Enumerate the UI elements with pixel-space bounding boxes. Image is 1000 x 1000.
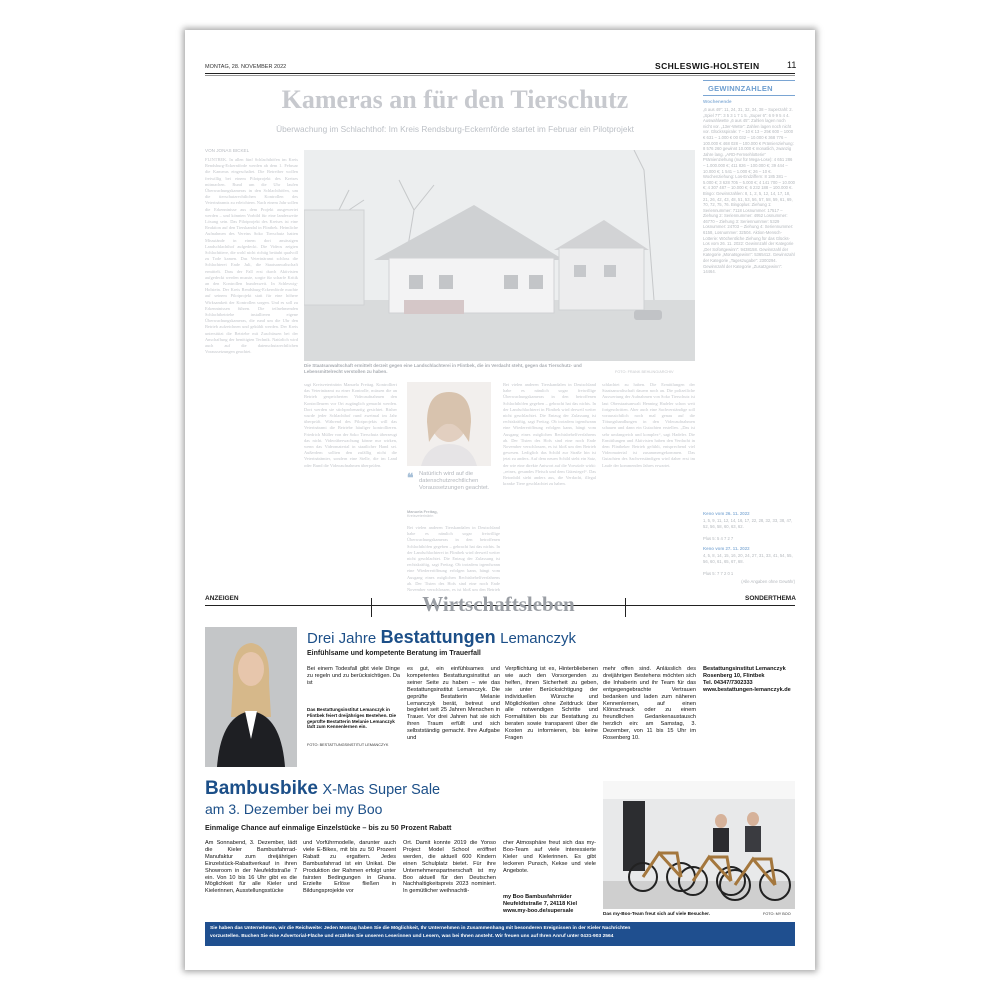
issue-date: MONTAG, 28. NOVEMBER 2022 (205, 64, 287, 70)
ad2-contact-web[interactable]: www.my-boo.de/supersale (503, 907, 574, 914)
ad1-contact-web[interactable]: www.bestattungen-lemanczyk.de (703, 686, 791, 693)
ad1-contact-street: Rosenberg 10, Flintbek (703, 672, 765, 679)
ad1-photo-caption: Das Bestattungsinstitut Lemanczyk in Flintbek feiert dreijähriges Bestehen. Die geprüfte Bestatterin Melanie Lemanczyk lädt zum Kennenlernen ein. (307, 707, 397, 730)
ad1-title (307, 627, 576, 648)
keno1-plus: Plus 5: 5 4 7 2 7 (703, 536, 734, 541)
special-topic-label: SONDERTHEMA (745, 595, 796, 602)
ad2-contact-name: my Boo Bambusfahrräder (503, 894, 572, 900)
ad1-column-2: es gut, ein einfühlsames und kompetentes Bestattungsinstitut an seiner Seite zu haben – wie das Bestattungsinstitut Lemanczyk. Die geprüfte Bestatterin Melanie Lemanczyk berät, betreut und begleitet seit 25 Jahren Menschen in Trauer. Vor drei Jahren hat sie sich ihren Traum erfüllt und sich selbstständig gemacht. Ihre Aufgabe und (407, 666, 500, 742)
bike-shop-photo (603, 781, 795, 909)
ad2-subtitle: Einmalige Chance auf einmalige Einzelstücke – bis zu 50 Prozent Rabatt (205, 823, 452, 832)
pull-quote: Natürlich wird auf die datenschutzrechtlichen Voraussetzungen geachtet. (419, 471, 490, 492)
lotto-note: (Alle Angaben ohne Gewähr) (741, 579, 795, 584)
advertorial-footer-banner (205, 922, 795, 946)
lotto-heading: GEWINNZAHLEN (708, 84, 773, 93)
lotto-sub: Wochenende (703, 99, 732, 104)
slaughterhouse-photo (304, 150, 695, 361)
ad2-contact (503, 894, 603, 915)
bikes-illustration (603, 781, 795, 909)
ad1-contact-name: Bestattungsinstitut Lemanczyk (703, 666, 786, 672)
article-column-1: FLINTBEK. In allen fünf Schlachthöfen im Kreis Rendsburg-Eckernförde werden ab dem 1. Februar die Kameras eingeschaltet. Die Betreiber wollen freiwillig bei einem Pilotprojekt des Kreises mitmachen. Rund um die Uhr laufen Überwachungskameras in den Schlachthöfen, um die tierschutzrechtlichen Kontrollen des Veterinäramts zu erleichtern. Nach einem Jahr sollen die Erkenntnisse aus dem Projekt ausgewertet werden – und könnten Vorbild für eine landesweite Lösung sein. Das Pilotprojekt des Kreises ist eine Reaktion auf den Tierskandal in Flintbek. Heimliche Aufnahmen des Vereins Soko Tierschutz hatten Missstände in einem dort ansässigen Landschlachthof aufgedeckt. Die Videos zeigten Schlachttiere, die wohl nicht richtig betäubt qualvoll zu Tode kamen. Das Veterinäramt schloss die Schlachterei Ende Juli, die Staatsanwaltschaft ermittelt. Dass der Fall erst durch Aktivisten aufgedeckt werden musste, sorgte für scharfe Kritik an den Kontrollen bundesweit. In Schleswig-Holstein. Der Kreis Rendsburg-Eckernförde machte auf seinem Pilotprojekt statt für eine höhere Wirksamkeit der Kontrollen sorgen. Und es soll zu Erkenntnissen führen. Die teilnehmenden Schlachtbetriebe installieren eigene Überwachungskameras, die rund um die Uhr den Betrieb aufzeichnen und gekühlt werden. Der Kreis unterstützt die Betriebe mit Zuschüssen bei der Anschaffung der benötigten Technik. Natürlich wird auch auf die datenschutzrechtlichen Voraussetzungen geachtet. (205, 157, 298, 355)
ad2-title (205, 778, 440, 800)
funeral-portrait (205, 627, 297, 767)
keno1-numbers: 1, 5, 9, 11, 12, 14, 16, 17, 22, 28, 32, 33, 38, 47, 52, 56, 58, 60, 63, 62. (703, 518, 793, 529)
quote-mark-icon: ❝ (407, 471, 414, 485)
section-banner-title: Wirtschaftsleben (422, 592, 575, 616)
ad2-title-b: X-Mas Super Sale (322, 782, 441, 798)
woman-portrait (205, 627, 297, 767)
footer-line-2: vorzustellen. Buchen Sie eine Advertorial-Fläche und erzählen Sie unseren Leserinnen und Lesern, was bei Ihnen ansteht. Wir freuen uns auf Ihren Anruf unter 0431-903 2564 (210, 933, 614, 939)
ads-label: ANZEIGEN (205, 595, 239, 602)
ad2-contact-street: Neufeldtstraße 7, 24118 Kiel (503, 900, 577, 907)
ad2-column-1: Am Sonnabend, 3. Dezember, lädt die Kieler Bambusfahrrad-Manufaktur zum dreijährigen Einzelstück-Rabattverkauf in ihren Showroom in der Neufeldtstraße 7 ein. Von 10 bis 16 Uhr gibt es die Möglichkeit für alle Kieler und Kielerinnen, Ausstellungsstücke (205, 840, 297, 895)
keno1-title: Keno vom 26. 11. 2022 (703, 511, 750, 516)
keno2-title: Keno vom 27. 11. 2022 (703, 546, 750, 551)
photo-caption: Die Staatsanwaltschaft ermittelt derzeit gegen eine Landschlachterei in Flintbek, die im Verdacht steht, gegen das Tierschutz- und Lebensmittelrecht verstoßen zu haben. (304, 363, 582, 374)
ad1-contact (703, 666, 795, 694)
ad1-title-b: Bestattungen (380, 627, 496, 647)
section-title: SCHLESWIG-HOLSTEIN (655, 61, 760, 71)
ad1-subtitle: Einfühlsame und kompetente Beratung im Trauerfall (307, 650, 481, 657)
ad2-title-c: am 3. Dezember bei my Boo (205, 801, 383, 817)
quote-author: Manuela Freitag, (407, 509, 438, 514)
ad1-photo-credit: FOTO: BESTATTUNGSINSTITUT LEMANCZYK (307, 743, 389, 747)
article-subheadline: Überwachung im Schlachthof: Im Kreis Rendsburg-Eckernförde startet im Februar ein Pilotprojekt (276, 124, 634, 134)
header-rule-thin (205, 75, 795, 76)
ad1-intro: Bei einem Todesfall gibt viele Dinge zu regeln und zu berücksichtigen. Da ist (307, 666, 400, 686)
article-byline: VON JONAS BICKEL (205, 148, 250, 153)
ad2-photo-caption: Das my-Boo-Team freut sich auf viele Besucher. (603, 911, 710, 916)
lotto-rule-2 (703, 95, 795, 96)
keno2-plus: Plus 5: 7 7 2 0 1 (703, 571, 734, 576)
article-column-3: Bei vielen anderen Tierskandalen in Deutschland habe es nämlich sogar freiwillige Überwachungskameras in den betroffenen Schlachthöfen gegeben – gebracht hat das nichts. In der Landschlachterei in Flintbek wird derweil weiter nicht geschlachtet. Die Entzug der Zulassung ist rechtskräftig, sagt Freitag. Ob trotzdem irgendwann eine Wiedereröffnung erfolgen kann, hängt vom Ausgang eines möglichen Rechtsbehelfverfahrens ab. Der Tisten des Hofs sind eine noch Ende November verschlossen, es ist bloß um den Betrieb gewesen. Lediglich das Schild zur Straße hin ist jetzt zu anders. Auf dem neuen Schild steht ein Satz, der wie eine direkte Antwort auf die Vorwürfe wirkt: „reines, gesundes Fleisch und dem Gütesiegel“. Das Betonbild sieht anders aus, die Verdacht, illegal kranke Tiere geschlachtet zu haben. (503, 382, 596, 487)
footer-line-1: Sie haben das Unternehmen, wir die Reichweite: Jeden Montag haben Sie die Möglichkeit, Ihr Unternehmen in Zusammenhang mit besonderen Ereignissen in der Kieler Nachrichten (210, 926, 631, 931)
quote-portrait (407, 382, 491, 466)
portrait-silhouette (407, 382, 491, 466)
ad1-title-a: Drei Jahre (307, 630, 377, 647)
keno2-numbers: 4, 5, 8, 14, 15, 16, 20, 24, 27, 31, 33, 41, 54, 55, 56, 60, 61, 65, 67, 68. (703, 553, 793, 564)
lotto-results: „6 aus 49“: 11, 24, 31, 32, 34, 38 – Superzahl: 2. „Spiel 77“: 3 5 3 1 7 1 5. „Super 6“: 6 9 9 5 4 4. Auswahlwette „6 aus 45“: Zahlen lagen noch nicht vor. „13er-Wette“: Zahlen lagen noch nicht vor. Glücksspirale: 7 – 10 € 13 – 25€ 600 – 1000 € 631 – 1.000 € 00 032 – 10.000 € 368 776 – 100.000 € 468 028 – 100.000 € Prämienziehung: 8 576 260 gewinnt 10.000 € monatlich, zwanzig Jahre lang. „ARD-Fernsehlotterie“ Prämienziehung (nur für Mega-Lose): 4 651 286 – 1.000.000 €; 411 826 – 100.000 €; 39 444 – 10.000 €; 1 541 – 1.000 €; 26 – 10 €. Wochenziehung: Los-Endziffern: 8 185 381 – 5.000 €; 3 628 705 – 5.000 €; 4 141 700 – 10.000 €; 4 307 487 – 10.000 €; 6 232 188 – 100.000 €. Bingo: Gewinnzahlen: 8, 1, 2, 5, 12, 14, 17, 18, 21, 26, 42, 43, 48, 51, 53, 56, 57, 58, 59, 61, 69, 70, 72, 75, 76. Bingoplus: Ziehung 1: Seriennummer: 7118 Losnummer: 17517 – Ziehung 2: Seriennummer: 4952 Losnummer: 46770 – Ziehung 3: Seriennummer: 5329 Losnummer: 24703 – Ziehung 4: Seriennummer: 6158, Losnummer: 32504. Aktion-Mensch-Lotterie: Wöchentliche Ziehung für das Glücks-Los vom 26. 11. 2022: Gewinnzahl der Kategorie „Der Sofortgewinn“: 9438158. Gewinnzahl der Kategorie „Monatsgewinn“: 5365412. Gewinnzahl der Kategorie „Tageszugabe“: 2300294. Gewinnzahl der Kategorie „Zusatzgewinn“: 14464. (703, 107, 795, 275)
house-illustration (304, 150, 695, 361)
photo-credit: FOTO: FRANK BEHLING/ARCHIV (615, 370, 674, 374)
page-number: 11 (787, 60, 797, 70)
ad1-column-4: mehr offen sind. Anlässlich des dreijährigen Bestehens möchten sich die Inhaberin und ihr Team für das entgegengebrachte Vertrauen bedanken und laden zum näheren Kennenlernen, auf einen Klönschnack oder zu einem freundlichen Gedankenaustausch herzlich ein: am Samstag, 3. Dezember, von 11 bis 15 Uhr im Rosenberg 10. (603, 666, 696, 742)
newspaper-page (185, 30, 815, 970)
ad2-photo-credit: FOTO: MY BOO (763, 912, 791, 916)
ad2-column-4: cher Atmosphäre freut sich das my-Boo-Team auf viele interessierte Kieler und Kielerinnen. Es gibt leckeren Punsch, Kekse und viele Angebote. (503, 840, 596, 874)
lotto-rule (703, 80, 795, 81)
article-column-4: schlachtet zu haben. Die Ermittlungen der Staatsanwaltschaft dauern noch an. Die polizeiliche Auswertung der Aufnahmen von Soko Tierschutz ist laut Oberstaatsanwalt Henning Hadeler schon weit fortgeschritten. Aber auch eine Sachverständige soll voraussichtlich noch mal genau auf die Tötungshandlungen in den Videoaufnahmen schauen und dann ein Gutachten erstellen. „Das ist sehr umfangreich und komplex“, sagt Hadeler. Die Ermittlungen und Aktivisten haben den Verdacht in dem Flintbeker Betrieb gefühlt, entsprechend viel Videomaterial ist zusammengekommen. Das Gutachten des Sachverständigen wird daher erst im Laufe der kommenden Jahres erwartet. (602, 382, 695, 468)
ad1-column-3: Verpflichtung ist es, Hinterbliebenen wie auch den Vorsorgenden zu helfen, ihnen Sicherheit zu geben, sie unter Berücksichtigung der individuellen Wünsche und Möglichkeiten ohne Zeitdruck über alle notwendigen Schritte und Formalitäten bis zur Bestattung zu beraten sowie transparent über die Kosten zu informieren, bis keine Fragen (505, 666, 598, 742)
article-column-2: sagt Kreisveterinärin Manuela Freitag. Kontrolliert das Veterinäramt zu einer Kontrolle, müssen die an Betrieb gespeicherten Videoaufnahmen den Kontrolleuren vor Ort zugänglich gemacht werden. Dort werden sie stichprobenartig gesichtet. Bisher wurde jeder Schlachthof rund zweimal im Jahr überprüft. Während des Pilotprojekts will das Veterinäramt die Betriebe häufiger kontrollieren. Friedrich Müller von der Soko Tierschutz überzeugt das nicht. Videoüberwachung könne nur wirken, wenn das Videomaterial in staatlicher Hand sei. Außerdem sollten den zufällig nicht die Veterinärämter, sondern eine Stelle, die im Land oder Bund die Videoaufnahmen überprüfen. (304, 382, 397, 468)
header-rule (205, 73, 795, 74)
article-headline: Kameras an für den Tierschutz (281, 85, 629, 114)
ad2-column-2: und Vorführmodelle, darunter auch viele E-Bikes, mit bis zu 50 Prozent Rabatt zu ergattern. Jedes Bambusfahrrad ist ein Unikat. Die Produktion der Rahmen erfolgt unter fairsten Bedingungen in Ghana. Erzielte Erlöse fließen in Bildungsprojekte vor (303, 840, 396, 895)
ad2-title-a: Bambusbike (205, 778, 318, 799)
ad1-title-c: Lemanczyk (500, 630, 576, 647)
article-column-2b: Bei vielen anderen Tierskandalen in Deutschland habe es nämlich sogar freiwillige Überwachungskameras in den betroffenen Schlachthöfen gegeben – gebracht hat das nichts. In der Landschlachterei in Flintbek wird derweil weiter nicht geschlachtet. Die Entzug der Zulassung ist rechtskräftig, sagt Freitag. Ob trotzdem irgendwann eine Wiedereröffnung erfolgen kann, hängt vom Ausgang eines möglichen Rechtsbehelfverfahrens ab. Der Tisten des Hofs sind eine noch Ende November verschlossen, es ist bloß um den Betrieb (407, 525, 500, 593)
quote-role: Kreisveterinärin (407, 514, 434, 518)
ad1-contact-phone: Tel. 04347/7302333 (703, 679, 753, 686)
ad2-column-3: Ort. Damit konnte 2019 die Yonso Project Model School eröffnet werden, die aktuell 600 Kindern einen Schulplatz bietet. Für ihre Unternehmenspartnerschaft ist my Boo aktuell für den Deutschen Nachhaltigkeitspreis 2023 nominiert. In gemütlicher weihnachtli- (403, 840, 496, 895)
